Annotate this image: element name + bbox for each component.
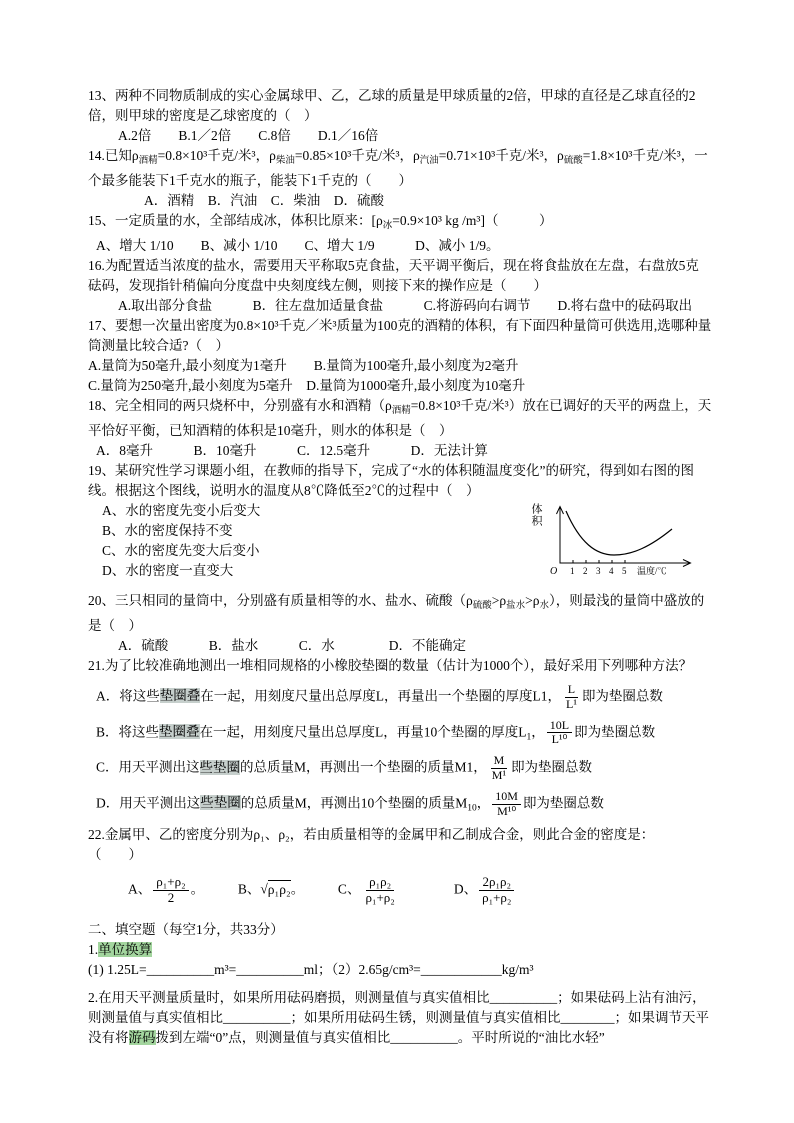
q18-options: A．8毫升 B．10毫升 C．12.5毫升 D．无法计算: [96, 443, 488, 458]
q21-option-a: A．将这些垫圈叠在一起，用刻度尺量出总厚度L，再量出一个垫圈的厚度L1， $\frac{L}{\text{L¹}}$ 即为垫圈总数: [96, 682, 663, 711]
q17-options-cd: C.量筒为250毫升,最小刻度为5毫升 D.量筒为1000毫升,最小刻度为10毫升: [88, 378, 526, 393]
graph-tick-label: 4: [609, 566, 614, 576]
q19-option-c: C、水的密度先变大后变小: [102, 543, 260, 558]
graph-curve: [566, 511, 672, 555]
q19-stem: 19、某研究性学习课题小组，在教师的指导下，完成了“水的体积随温度变化”的研究，得到如右图的图线。根据这个图线，说明水的温度从8℃降低至2℃的过程中（ ）: [88, 463, 694, 498]
q19-option-a: A、水的密度先变小后变大: [102, 503, 261, 518]
q15-options: A、增大 1/10 B、减小 1/10 C、增大 1/9 D、减小 1/9。: [96, 238, 500, 253]
q22-stem: 22.金属甲、乙的密度分别为ρ₁、ρ₂，若由质量相等的金属甲和乙制成合金，则此合金的密度是：: [88, 827, 655, 843]
graph-tick-label: 5: [622, 566, 627, 576]
volume-temperature-curve: [544, 503, 694, 581]
q20-stem: 20、三只相同的量筒中，分别盛有质量相等的水、盐水、硫酸$(\rho_{硫酸}>\rho_{盐水}>\rho_水)$，则最浅的量筒中盛放的是（ ）: [88, 593, 705, 633]
q20-options: A．硫酸 B．盐水 C．水 D．不能确定: [118, 638, 467, 653]
q16-options: A.取出部分食盐 B．往左盘加适量食盐 C.将游码向右调节 D.将右盘中的砝码取出: [118, 298, 693, 313]
q15-stem: 15、一定质量的水，全部结成冰，体积比原来：[$\rho_冰=0.9\times 10^3$ kg /m³]（ ）: [88, 213, 553, 231]
graph-y-axis-label: 体积: [530, 503, 542, 527]
q21-option-b: B．将这些垫圈叠在一起，用刻度尺量出总厚度L，再量10个垫圈的厚度$L_1$， $\frac{10L}{\text{L¹⁰}}$ 即为垫圈总数: [96, 717, 656, 747]
q19-option-d: D、水的密度一直变大: [102, 563, 234, 578]
q19-option-b: B、水的密度保持不变: [102, 523, 233, 538]
graph-tick-label: 1: [570, 566, 575, 576]
graph-x-axis-label: 温度/℃: [637, 566, 667, 576]
q16-stem: 16.为配置适当浓度的盐水，需要用天平称取5克食盐，天平调平衡后，现在将食盐放在左盘，右盘放5克砝码，发现指针稍偏向分度盘中央刻度线左侧，则接下来的操作应是（ ）: [88, 258, 699, 293]
graph-tick-label: 2: [583, 566, 588, 576]
q19-block: [88, 461, 712, 591]
q21-stem: 21.为了比较准确地测出一堆相同规格的小橡胶垫圈的数量（估计为1000个），最好采用下列哪种方法？: [88, 658, 693, 673]
q22-paren: （ ）: [88, 847, 142, 863]
q13-stem: 13、两种不同物质制成的实心金属球甲、乙，乙球的质量是甲球质量的2倍，甲球的直径是乙球直径的2倍，则甲球的密度是乙球密度的（ ）: [88, 88, 696, 123]
q18-stem: 18、完全相同的两只烧杯中，分别盛有水和酒精（$\rho_{酒精}=0.8\times 10^3$千克/米³）放在已调好的天平的两盘上，天平恰好平衡，已知酒精的体积是10毫升，则水的体积是（ ）: [88, 398, 712, 438]
q21-option-c: C．用天平测出这些垫圈的总质量M，再测出一个垫圈的质量M1， $\frac{M}{\text{M¹}}$ 即为垫圈总数: [96, 753, 593, 782]
graph-origin-label: O: [550, 566, 558, 577]
graph-tick-label: 3: [596, 566, 601, 576]
fill1-line: (1) 1.25L=__________m³=__________ml；（2）2.65g/cm³=____________kg/m³: [88, 962, 534, 978]
q13-options: A.2倍 B.1／2倍 C.8倍 D.1／16倍: [118, 128, 379, 143]
q21-option-d: D．用天平测出这些垫圈的总质量M，再测出10个垫圈的质量$M_{10}$， $\frac{10M}{\text{M¹⁰}}$ 即为垫圈总数: [96, 788, 604, 818]
q14-options: A．酒精 B．汽油 C．柴油 D．硫酸: [144, 193, 385, 208]
section2-title: 二、填空题（每空1分，共33分）: [88, 922, 284, 938]
fill1-label: 1.单位换算: [88, 942, 153, 958]
q22-options: A、 $\frac{\text{ρ₁+ρ₂}}{2}$ 。 B、√ρ₁ρ₂。 C、 $\frac{\text{ρ₁ρ₂}}{\text{ρ₁+ρ₂}}$ D、 $\frac{\text{2ρ₁ρ₂}}{\text{ρ₁+ρ₂}}$: [88, 875, 712, 906]
fill2-paragraph: 2.在用天平测量质量时，如果所用砝码磨损，则测量值与真实值相比__________；如果砝码上沾有油污，则测量值与真实值相比__________；如果所用砝码生锈，则测量值与真实值相比________；如果调节天平没有将游码拨到左端“0”点，则测量值与真实值相比__________。平时所说的“油比水轻”: [88, 990, 709, 1046]
q17-options-ab: A.量筒为50毫升,最小刻度为1毫升 B.量筒为100毫升,最小刻度为2毫升: [88, 358, 519, 373]
q19-graph: [528, 503, 712, 587]
q17-stem: 17、要想一次量出密度为0.8×10³千克／米³质量为100克的酒精的体积，有下面四种量筒可供选用,选哪种量筒测量比较合适?（ ）: [88, 318, 712, 353]
q14-stem: 14.已知$\rho_{酒精}=0.8\times 10^3$千克/米³，$\rho_{柴油}=0.85\times 10^3$千克/米³，$\rho_{汽油}=0.71\times 10^3$千克/米³，$\rho_{硫酸}=1.8\times 10^3$千克/米³，一个最多能装下1千克水的瓶子，能装下1千克的（ ）: [88, 148, 708, 188]
